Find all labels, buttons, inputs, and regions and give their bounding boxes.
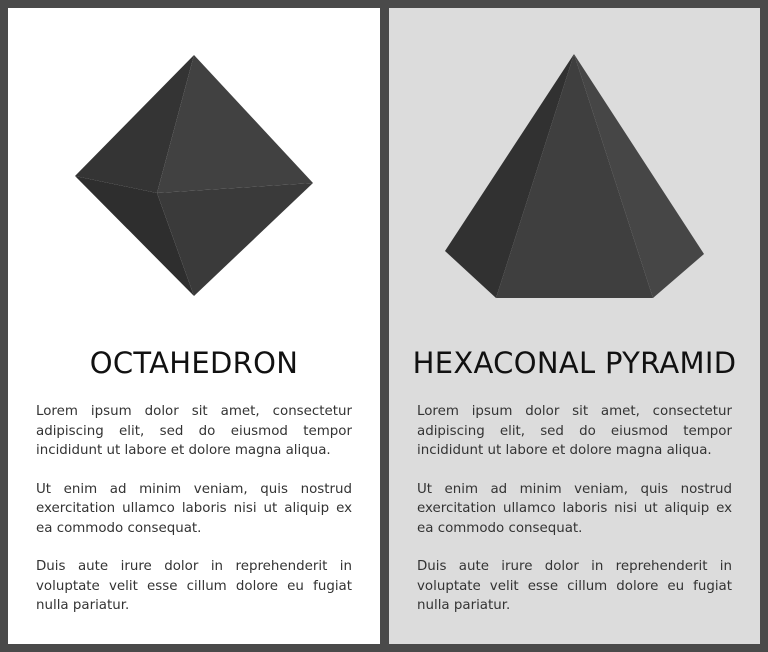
card-body <box>36 402 352 635</box>
paragraph: Ut enim ad minim veniam, quis nostrud exercitation ullamco laboris nisi ut aliquip ex ea commodo consequat. <box>417 481 732 536</box>
octahedron-card <box>8 8 380 644</box>
card-title: OCTAHEDRON <box>89 346 299 380</box>
octahedron-illustration <box>8 8 380 328</box>
paragraph: Ut enim ad minim veniam, quis nostrud exercitation ullamco laboris nisi ut aliquip ex ea commodo consequat. <box>36 481 352 536</box>
card-title: HEXACONAL PYRAMID <box>412 346 737 380</box>
paragraph: Lorem ipsum dolor sit amet, consectetur adipiscing elit, sed do eiusmod tempor incididunt ut labore et dolore magna aliqua. <box>417 404 732 458</box>
paragraph: Duis aute irure dolor in reprehenderit in voluptate velit esse cillum dolore eu fugiat nulla pariatur. <box>36 559 352 613</box>
pyramid-illustration <box>389 8 760 328</box>
hexagonal-pyramid-card <box>389 8 760 644</box>
paragraph: Lorem ipsum dolor sit amet, consectetur adipiscing elit, sed do eiusmod tempor incididunt ut labore et dolore magna aliqua. <box>36 404 352 458</box>
paragraph: Duis aute irure dolor in reprehenderit in voluptate velit esse cillum dolore eu fugiat nulla pariatur. <box>417 559 732 613</box>
card-body <box>417 402 732 635</box>
